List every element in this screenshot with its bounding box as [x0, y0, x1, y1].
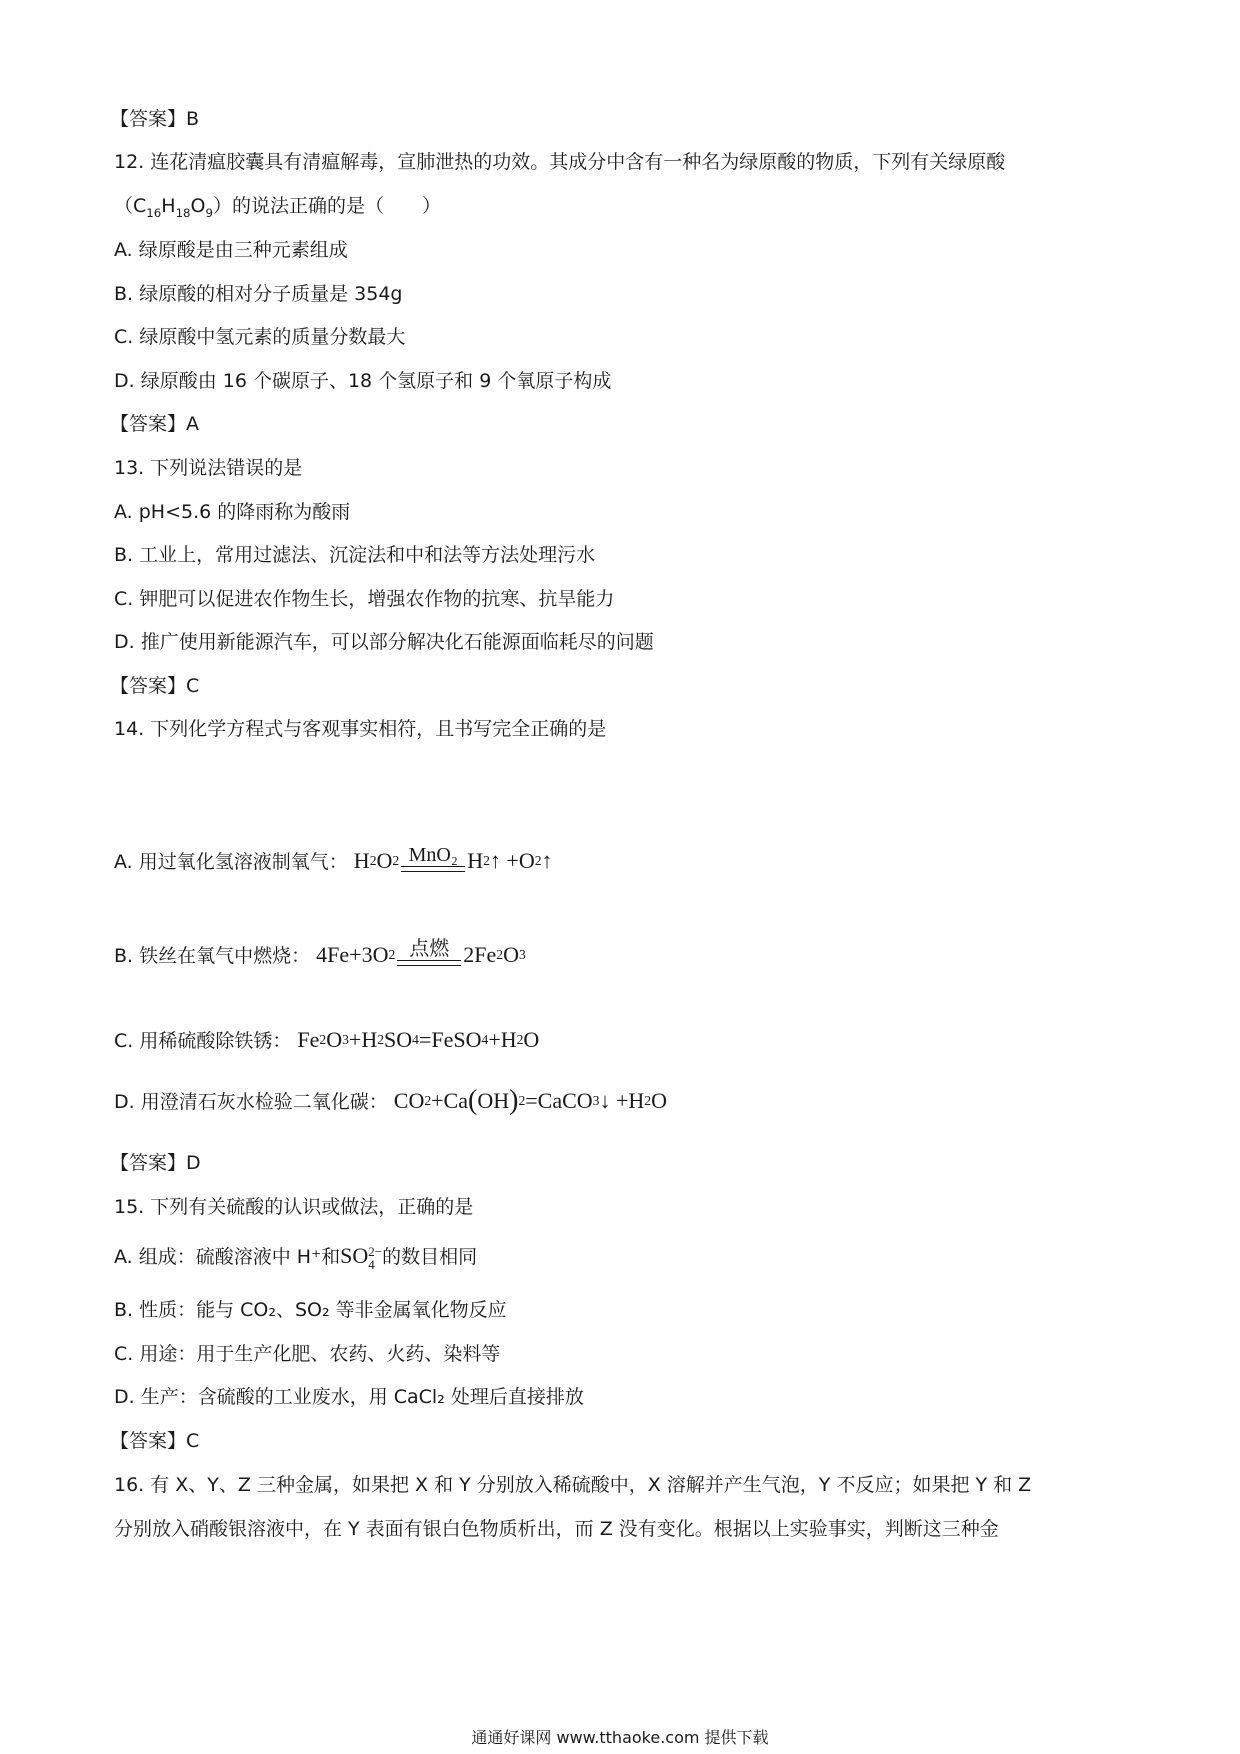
- q13-option-c: C. 钾肥可以促进农作物生长，增强农作物的抗寒、抗旱能力: [114, 588, 615, 610]
- equation-c: Fe 2 O 3 +H 2 SO 4 =FeSO 4 +H 2 O: [297, 1027, 540, 1052]
- question-15: 15. 下列有关硫酸的认识或做法，正确的是: [114, 1196, 474, 1218]
- page-footer: 通通好课网 www.tthaoke.com 提供下载: [471, 1728, 769, 1747]
- q15-option-b: B. 性质：能与 CO₂、SO₂ 等非金属氧化物反应: [114, 1299, 507, 1321]
- q14-option-b-row: B. 铁丝在氧气中燃烧： 4Fe+3O 2 点燃 2Fe 2 O 3: [114, 940, 526, 971]
- q15-option-d: D. 生产：含硫酸的工业废水，用 CaCl₂ 处理后直接排放: [114, 1386, 584, 1408]
- q13-option-d: D. 推广使用新能源汽车，可以部分解决化石能源面临耗尽的问题: [114, 631, 654, 653]
- q15-option-a: A. 组成：硫酸溶液中 H⁺和SO 2− 4 的数目相同: [114, 1243, 478, 1272]
- equation-d: CO 2 +Ca ( OH ) 2 =CaCO 3 ↓ +H 2 O: [393, 1085, 667, 1116]
- equation-b: 4Fe+3O 2 点燃 2Fe 2 O 3: [316, 938, 526, 967]
- q12-option-c: C. 绿原酸中氢元素的质量分数最大: [114, 326, 406, 348]
- answer-14: 【答案】D: [110, 1152, 201, 1174]
- q12-line2-post: ）的说法正确的是（ ）: [213, 195, 442, 217]
- q13-option-a: A. pH<5.6 的降雨称为酸雨: [114, 501, 351, 523]
- condition-b: 点燃: [397, 938, 461, 966]
- q13-option-b: B. 工业上，常用过滤法、沉淀法和中和法等方法处理污水: [114, 544, 596, 566]
- question-14: 14. 下列化学方程式与客观事实相符，且书写完全正确的是: [114, 718, 607, 740]
- answer-11: 【答案】B: [110, 108, 200, 130]
- question-16-line2: 分别放入硝酸银溶液中，在 Y 表面有银白色物质析出，而 Z 没有变化。根据以上实验事实，判断这三种金: [114, 1518, 999, 1540]
- question-16-line1: 16. 有 X、Y、Z 三种金属，如果把 X 和 Y 分别放入稀硫酸中，X 溶解并产生气泡，Y 不反应；如果把 Y 和 Z: [114, 1474, 1032, 1496]
- answer-13: 【答案】C: [110, 675, 200, 697]
- condition-a: MnO₂: [401, 844, 465, 872]
- q12-option-a: A. 绿原酸是由三种元素组成: [114, 239, 348, 261]
- q15-option-c: C. 用途：用于生产化肥、农药、火药、染料等: [114, 1343, 501, 1365]
- answer-12: 【答案】A: [110, 413, 199, 435]
- equation-a: H 2 O 2 MnO₂ H 2 ↑ +O 2 ↑: [353, 844, 553, 873]
- question-12-line2: $(C_{16}H_{18}O_9)$的说法正确的是（ ）: [114, 195, 442, 220]
- q12-option-b: B. 绿原酸的相对分子质量是 354g: [114, 283, 403, 305]
- q14-option-c-row: C. 用稀硫酸除铁锈： Fe 2 O 3 +H 2 SO 4 =FeSO 4 +H 2 O: [114, 1025, 539, 1056]
- q12-line2-pre: （C: [114, 195, 147, 217]
- answer-15: 【答案】C: [110, 1430, 200, 1452]
- q14-option-a-row: A. 用过氧化氢溶液制氧气： H 2 O 2 MnO₂ H 2 ↑ +O 2 ↑: [114, 846, 553, 877]
- question-13: 13. 下列说法错误的是: [114, 457, 303, 479]
- q12-option-d: D. 绿原酸由 16 个碳原子、18 个氢原子和 9 个氧原子构成: [114, 370, 612, 392]
- question-12-line1: 12. 连花清瘟胶囊具有清瘟解毒，宣肺泄热的功效。其成分中含有一种名为绿原酸的物质，下列有关绿原酸: [114, 151, 1006, 173]
- q14-option-d-row: D. 用澄清石灰水检验二氧化碳： CO 2 +Ca ( OH ) 2 =CaCO 3 ↓ +H 2 O: [114, 1085, 667, 1116]
